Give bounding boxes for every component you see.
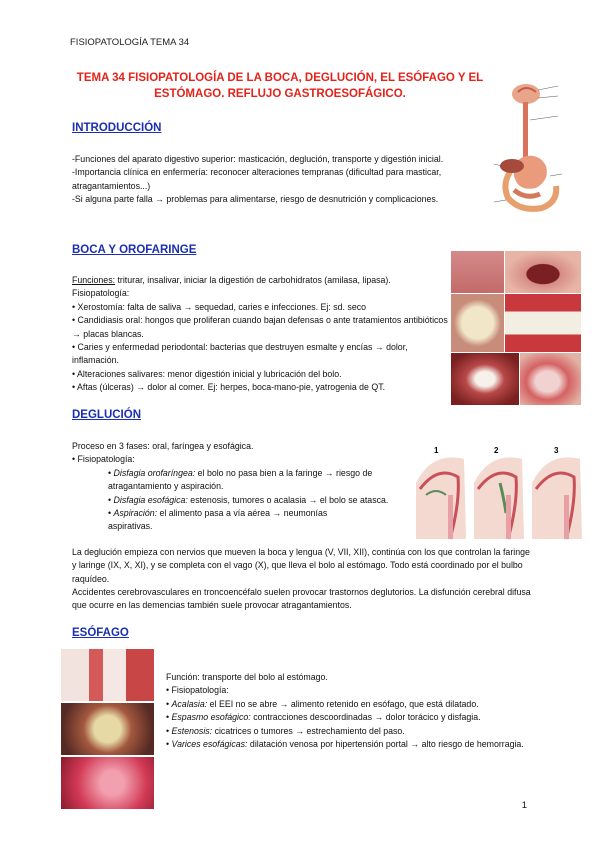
document-title: TEMA 34 FISIOPATOLOGÍA DE LA BOCA, DEGLUCIÓN, EL ESÓFAGO Y EL ESTÓMAGO. REFLUJO GASTROESOFÁGICO. [76,72,484,100]
boca-item: • Caries y enfermedad periodontal: bacterias que destruyen esmalte y encías → dolor, inflamación. [72,342,408,366]
estenosis-text: cicatrices o tumores → estrechamiento del paso. [212,725,405,736]
espasmo-text: contracciones descoordinadas → dolor torácico y disfagia. [250,712,481,723]
boca-item: • Aftas (úlceras) → dolor al comer. Ej: herpes, boca-mano-pie, yatrogenia de QT. [72,382,386,393]
section-heading-esofago: ESÓFAGO [72,627,129,639]
intro-text [72,153,460,207]
endoscopy-image-2 [61,757,154,809]
esofago-item: • Estenosis: cicatrices o tumores → estrechamiento del paso. [166,725,405,736]
aspiracion-label: Aspiración: [113,508,158,519]
deglucion-fisio-label: • Fisiopatología: [72,454,135,465]
open-mouth-photo [505,251,581,293]
espasmo-label: Espasmo esofágico: [171,712,251,723]
candidiasis-tongue-photo [451,294,504,352]
acalasia-label: Acalasia: [171,698,208,709]
disfagia-esofagica-label: Disfagia esofágica: [113,494,188,505]
esophagus-diagram-image [61,649,154,701]
section-heading-introduccion: INTRODUCCIÓN [72,122,162,134]
estenosis-label: Estenosis: [171,725,213,736]
stage-label-3: 3 [554,446,559,455]
stage-label-1: 1 [434,446,439,455]
disfagia-orofaringea-text: el bolo no pasa bien a la faringe → riesgo de atragantamiento y aspiración. [108,467,373,492]
section-heading-boca: BOCA Y OROFARINGE [72,244,197,256]
lip-ulcer-photo [520,353,581,405]
swallowing-stages-diagram [412,443,584,541]
boca-item: • Alteraciones salivares: menor digestión inicial y lubricación del bolo. [72,368,342,379]
stage-label-2: 2 [494,446,499,455]
disfagia-orofaringea: • Disfagia orofaríngea: el bolo no pasa bien a la faringe → riesgo de atragantamiento y aspiración. [108,467,373,492]
functions-text: triturar, insalivar, iniciar la digestión de carbohidratos (amilasa, lipasa). [115,275,391,285]
functions-label: Funciones: [72,275,116,285]
intro-line: -Importancia clínica en enfermería: reconocer alteraciones tempranas (dificultad para masticar, atragantamientos...) [72,167,442,191]
deglucion-phases: Proceso en 3 fases: oral, faríngea y esofágica. [72,441,254,451]
intro-line: -Funciones del aparato digestivo superior: masticación, deglución, transporte y digestión inicial. [72,154,444,164]
esofago-item: • Varices esofágicas: dilatación venosa por hipertensión portal → alto riesgo de hemorragia. [166,739,524,750]
aphtha-lip-photo [451,353,519,405]
disfagia-esofagica-text: estenosis, tumores o acalasia → el bolo se atasca. [187,494,389,505]
page-number: 1 [521,800,527,811]
boca-text [72,274,448,395]
disfagia-esofagica: • Disfagia esofágica: estenosis, tumores o acalasia → el bolo se atasca. [108,494,389,505]
teeth-gingivitis-photo [505,294,581,352]
boca-item: • Candidiasis oral: hongos que proliferan cuando bajan defensas o ante tratamientos antibióticos → placas blancas. [72,315,448,339]
deglucion-text [72,440,402,534]
aspiracion: • Aspiración: el alimento pasa a vía aérea → neumonías aspirativas. [108,508,328,532]
boca-functions [72,274,448,287]
esofago-fisio-label: • Fisiopatología: [166,685,229,696]
endoscopy-image-1 [61,703,154,755]
acalasia-text: el EEI no se abre → alimento retenido en esófago, que está dilatado. [207,698,479,709]
varices-text: dilatación venosa por hipertensión portal → alto riesgo de hemorragia. [247,739,524,750]
boca-item: • Xerostomía: falta de saliva → sequedad, caries e infecciones. Ej: sd. seco [72,301,367,312]
esofago-item: • Acalasia: el EEI no se abre → alimento retenido en esófago, que está dilatado. [166,698,479,709]
boca-fisio-label: Fisiopatología: [72,288,130,299]
intro-line: -Si alguna parte falla → problemas para alimentarse, riesgo de desnutrición y complicaciones. [72,194,439,205]
aspiracion-text: el alimento pasa a vía aérea → neumonías aspirativas. [108,508,328,532]
page-header: FISIOPATOLOGÍA TEMA 34 [70,37,190,48]
esofago-text [166,671,536,751]
deglucion-paragraph-nerves: La deglución empieza con nervios que mueven la boca y lengua (V, VII, XII), continúa con los que controlan la faringe y laringe (IX, X, XI), y se completa con el vago (X), que lleva el bolo al estómago. Todo está coordinado por el bulbo raquídeo. [72,547,530,584]
deglucion-paragraph-acv: Accidentes cerebrovasculares en troncoencéfalo suelen provocar trastornos deglutorios. La disfunción cerebral difusa que ocurre en las demencias también suele provocar atragantamientos. [72,587,531,611]
section-heading-deglucion: DEGLUCIÓN [72,409,141,421]
esofago-function: Función: transporte del bolo al estómago. [166,672,328,682]
disfagia-orofaringea-label: Disfagia orofaríngea: [113,467,196,478]
varices-label: Varices esofágicas: [171,739,248,750]
esofago-item: • Espasmo esofágico: contracciones descoordinadas → dolor torácico y disfagia. [166,712,481,723]
tongue-photo [451,251,504,293]
digestive-system-illustration [492,80,580,220]
